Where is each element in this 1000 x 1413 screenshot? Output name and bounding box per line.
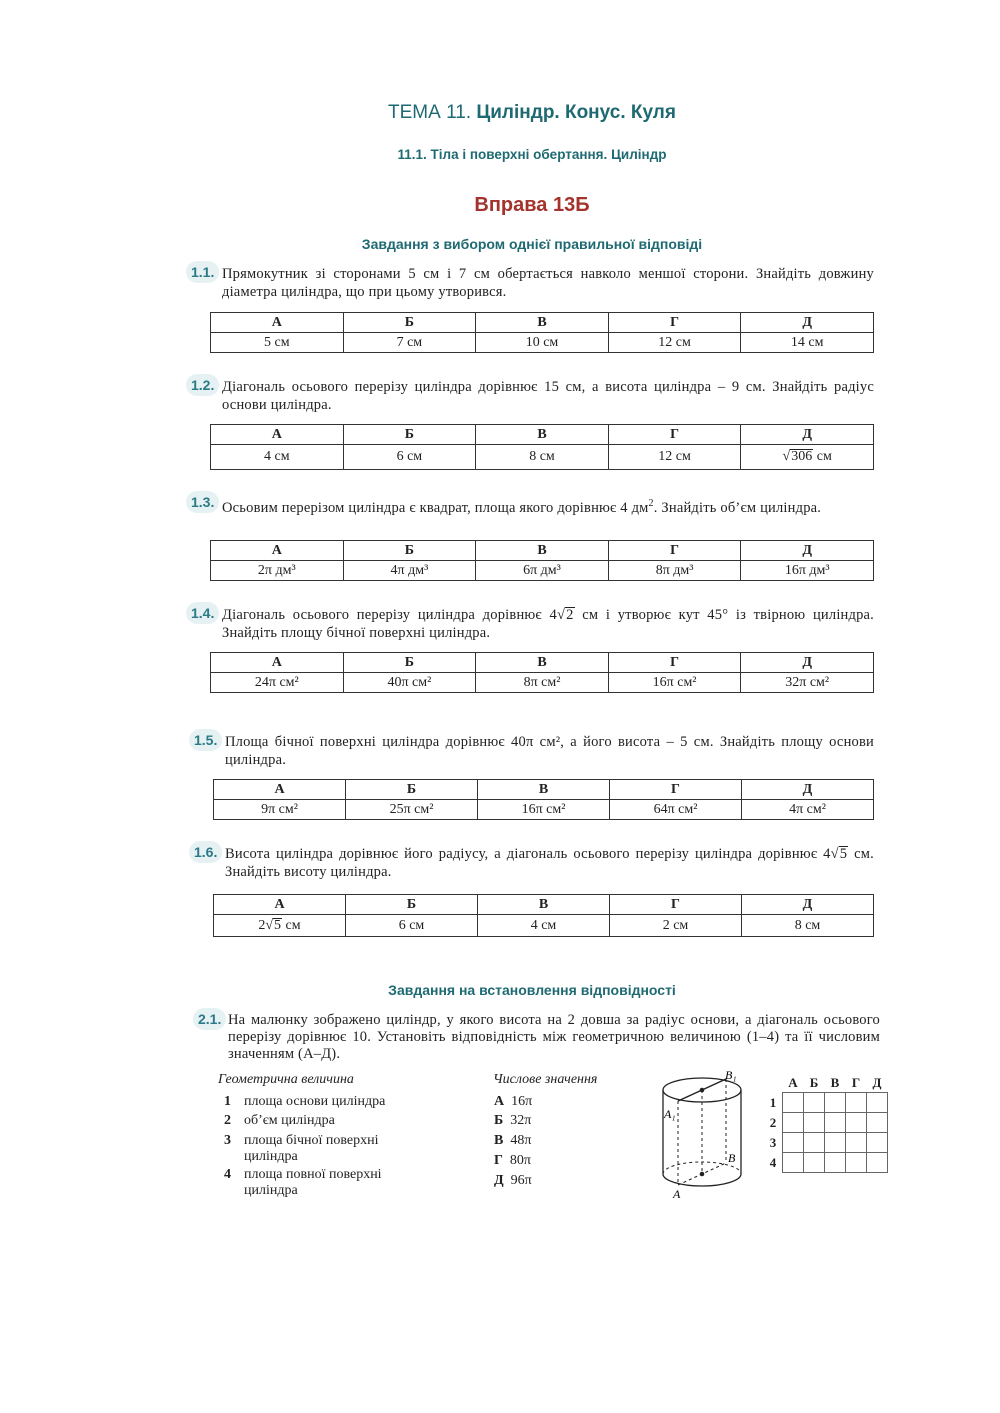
option-header: Г xyxy=(610,895,742,915)
answer-option[interactable]: 4π см² xyxy=(742,800,874,820)
question-number: 1.6. xyxy=(189,844,222,862)
label-a: A xyxy=(673,1187,681,1201)
grid-row-header: 3 xyxy=(769,1134,777,1150)
left-item: 2 xyxy=(224,1113,231,1128)
answer-option[interactable]: 25π см² xyxy=(346,800,478,820)
answer-option[interactable]: 8π дм³ xyxy=(608,561,741,581)
question-number: 2.1. xyxy=(193,1011,226,1029)
left-item-label: площа бічної поверхні циліндра xyxy=(244,1133,379,1164)
exercise-title: Вправа 13Б xyxy=(474,194,590,216)
label-b1: B₁ xyxy=(725,1068,737,1082)
section-title-single-choice: Завдання з вибором однієї правильної відповіді xyxy=(361,236,703,252)
question-number: 1.1. xyxy=(186,264,219,282)
answer-option[interactable]: 4π дм³ xyxy=(343,561,476,581)
grid-cell[interactable] xyxy=(846,1153,867,1173)
question-number: 1.5. xyxy=(189,732,222,750)
grid-cell[interactable] xyxy=(804,1113,825,1133)
grid-cell[interactable] xyxy=(846,1133,867,1153)
sqrt-radicand: 5 xyxy=(839,846,848,862)
grid-cell[interactable] xyxy=(846,1093,867,1113)
right-item: Б 32π xyxy=(494,1113,532,1128)
left-item: 4 xyxy=(224,1167,231,1182)
option-header: Д xyxy=(741,541,874,561)
left-item-label: об’єм циліндра xyxy=(244,1113,335,1128)
option-header: Б xyxy=(343,425,476,445)
answer-option[interactable]: 14 см xyxy=(741,333,874,353)
grid-cell[interactable] xyxy=(867,1113,888,1133)
option-header: Б xyxy=(346,895,478,915)
answer-table xyxy=(210,540,874,581)
option-header: Б xyxy=(343,313,476,333)
answer-option[interactable]: √306 см xyxy=(741,445,874,470)
answer-table xyxy=(210,312,874,353)
subtopic-title: 11.1. Тіла і поверхні обертання. Циліндр xyxy=(397,147,667,162)
answer-option[interactable]: 6 см xyxy=(346,915,478,937)
grid-row-header: 1 xyxy=(769,1094,777,1110)
answer-option[interactable]: 24π см² xyxy=(211,673,344,693)
option-header: В xyxy=(476,425,609,445)
option-header: В xyxy=(478,895,610,915)
answer-option[interactable]: 2√5 см xyxy=(214,915,346,937)
section-title-matching: Завдання на встановлення відповідності xyxy=(388,982,676,998)
answer-option[interactable]: 2π дм³ xyxy=(211,561,344,581)
option-header: Б xyxy=(343,541,476,561)
grid-col-header: Д xyxy=(872,1074,882,1090)
left-column-header: Геометрична величина xyxy=(218,1072,354,1087)
answer-option[interactable]: 6 см xyxy=(343,445,476,470)
grid-cell[interactable] xyxy=(783,1133,804,1153)
grid-col-header: Б xyxy=(809,1074,819,1090)
grid-row-header: 4 xyxy=(769,1154,777,1170)
answer-option[interactable]: 12 см xyxy=(608,445,741,470)
grid-col-header: В xyxy=(830,1074,840,1090)
option-header: В xyxy=(476,313,609,333)
option-header: Д xyxy=(741,425,874,445)
grid-cell[interactable] xyxy=(867,1133,888,1153)
grid-cell[interactable] xyxy=(804,1133,825,1153)
right-item: В 48π xyxy=(494,1133,532,1148)
answer-option[interactable]: 16π см² xyxy=(608,673,741,693)
answer-table xyxy=(210,424,874,470)
option-header: А xyxy=(214,895,346,915)
answer-option[interactable]: 64π см² xyxy=(610,800,742,820)
grid-col-header: Г xyxy=(851,1074,861,1090)
option-header: Б xyxy=(346,780,478,800)
answer-table xyxy=(213,894,874,937)
option-header: Д xyxy=(741,653,874,673)
question-number: 1.2. xyxy=(186,377,219,395)
question-number: 1.3. xyxy=(186,494,219,512)
grid-cell[interactable] xyxy=(867,1153,888,1173)
left-item-label: площа основи циліндра xyxy=(244,1094,386,1109)
answer-table xyxy=(210,652,874,693)
answer-option[interactable]: 2 см xyxy=(610,915,742,937)
question-text: На малюнку зображено циліндр, у якого висота на 2 довша за радіус основи, а діагональ осьового перерізу дорівнює 10. Установіть відповідність між геометричною величиною (1–4) та її числовим значенням (А–Д). xyxy=(228,1012,880,1062)
grid-cell[interactable] xyxy=(825,1113,846,1133)
option-header: А xyxy=(211,425,344,445)
question-text: Прямокутник зі сторонами 5 см і 7 см обертається навколо меншої сторони. Знайдіть довжину діаметра циліндра, що при цьому утворився. xyxy=(222,266,874,300)
option-header: В xyxy=(476,541,609,561)
grid-cell[interactable] xyxy=(846,1113,867,1133)
answer-option[interactable]: 9π см² xyxy=(214,800,346,820)
bottom-center xyxy=(700,1172,705,1177)
topic-name: Циліндр. Конус. Куля xyxy=(476,102,676,123)
question-text: Площа бічної поверхні циліндра дорівнює 40π см², а його висота – 5 см. Знайдіть площу основи циліндра. xyxy=(225,734,874,768)
left-item-label: площа повної поверхні циліндра xyxy=(244,1167,382,1198)
answer-option[interactable]: 16π дм³ xyxy=(741,561,874,581)
answer-option[interactable]: 4 см xyxy=(211,445,344,470)
left-item: 1 xyxy=(224,1094,231,1109)
option-header: Г xyxy=(610,780,742,800)
grid-cell[interactable] xyxy=(783,1113,804,1133)
grid-cell[interactable] xyxy=(867,1093,888,1113)
topic-prefix: ТЕМА 11. xyxy=(388,102,472,123)
option-header: Д xyxy=(741,313,874,333)
question-text: Висота циліндра дорівнює його радіусу, а діагональ осьового перерізу циліндра дорівнює 4√5 см. Знайдіть висоту циліндра. xyxy=(225,846,874,880)
option-header: А xyxy=(211,313,344,333)
question-text: Діагональ осьового перерізу циліндра дорівнює 15 см, а висота циліндра – 9 см. Знайдіть радіус основи циліндра. xyxy=(222,379,874,413)
answer-option[interactable]: 8 см xyxy=(742,915,874,937)
option-header: Д xyxy=(742,780,874,800)
answer-option[interactable]: 16π см² xyxy=(478,800,610,820)
option-header: В xyxy=(476,653,609,673)
right-item: Г 80π xyxy=(494,1153,531,1168)
answer-option[interactable]: 12 см xyxy=(608,333,741,353)
question-text: Осьовим перерізом циліндра є квадрат, площа якого дорівнює 4 $дм^2$. Знайдіть об’єм циліндра. xyxy=(222,498,822,516)
option-header: Г xyxy=(608,653,741,673)
left-item: 3 xyxy=(224,1133,231,1148)
answer-table xyxy=(213,779,874,820)
label-b: B xyxy=(728,1151,736,1165)
grid-cell[interactable] xyxy=(783,1153,804,1173)
option-header: Д xyxy=(742,895,874,915)
option-header: А xyxy=(214,780,346,800)
option-header: Г xyxy=(608,313,741,333)
grid-col-header: А xyxy=(788,1074,798,1090)
question-text: Діагональ осьового перерізу циліндра дорівнює 4√2 см і утворює кут 45° із твірною циліндра. Знайдіть площу бічної поверхні циліндра. xyxy=(222,607,875,641)
answer-option[interactable]: 40π см² xyxy=(343,673,476,693)
sqrt-radicand: 5 xyxy=(274,917,282,933)
option-header: Б xyxy=(343,653,476,673)
answer-option[interactable]: 6π дм³ xyxy=(476,561,609,581)
answer-option[interactable]: 7 см xyxy=(343,333,476,353)
right-column-header: Числове значення xyxy=(493,1072,598,1087)
question-number: 1.4. xyxy=(186,605,219,623)
topic-title xyxy=(0,102,1000,124)
grid-cell[interactable] xyxy=(825,1153,846,1173)
option-header: А xyxy=(211,653,344,673)
grid-cell[interactable] xyxy=(804,1153,825,1173)
answer-option[interactable]: 5 см xyxy=(211,333,344,353)
sqrt-radicand: 2 xyxy=(566,607,574,623)
answer-option[interactable]: 8π см² xyxy=(476,673,609,693)
grid-cell[interactable] xyxy=(825,1093,846,1113)
cylinder-figure xyxy=(652,1066,757,1206)
grid-cell[interactable] xyxy=(804,1093,825,1113)
right-item: Д 96π xyxy=(494,1173,532,1188)
label-a1: A₁ xyxy=(664,1107,676,1121)
option-header: Г xyxy=(608,541,741,561)
answer-option[interactable]: 10 см xyxy=(476,333,609,353)
answer-unit: см xyxy=(816,449,832,464)
grid-cell[interactable] xyxy=(783,1093,804,1113)
option-header: В xyxy=(478,780,610,800)
option-header: Г xyxy=(608,425,741,445)
answer-grid xyxy=(764,1073,888,1173)
sqrt-radicand: 306 xyxy=(791,449,813,464)
answer-option[interactable]: 4 см xyxy=(478,915,610,937)
right-item: А 16π xyxy=(494,1094,533,1109)
answer-option[interactable]: 8 см xyxy=(476,445,609,470)
grid-cell[interactable] xyxy=(825,1133,846,1153)
top-center xyxy=(700,1088,705,1093)
answer-option[interactable]: 32π см² xyxy=(741,673,874,693)
option-header: А xyxy=(211,541,344,561)
grid-row-header: 2 xyxy=(769,1114,777,1130)
